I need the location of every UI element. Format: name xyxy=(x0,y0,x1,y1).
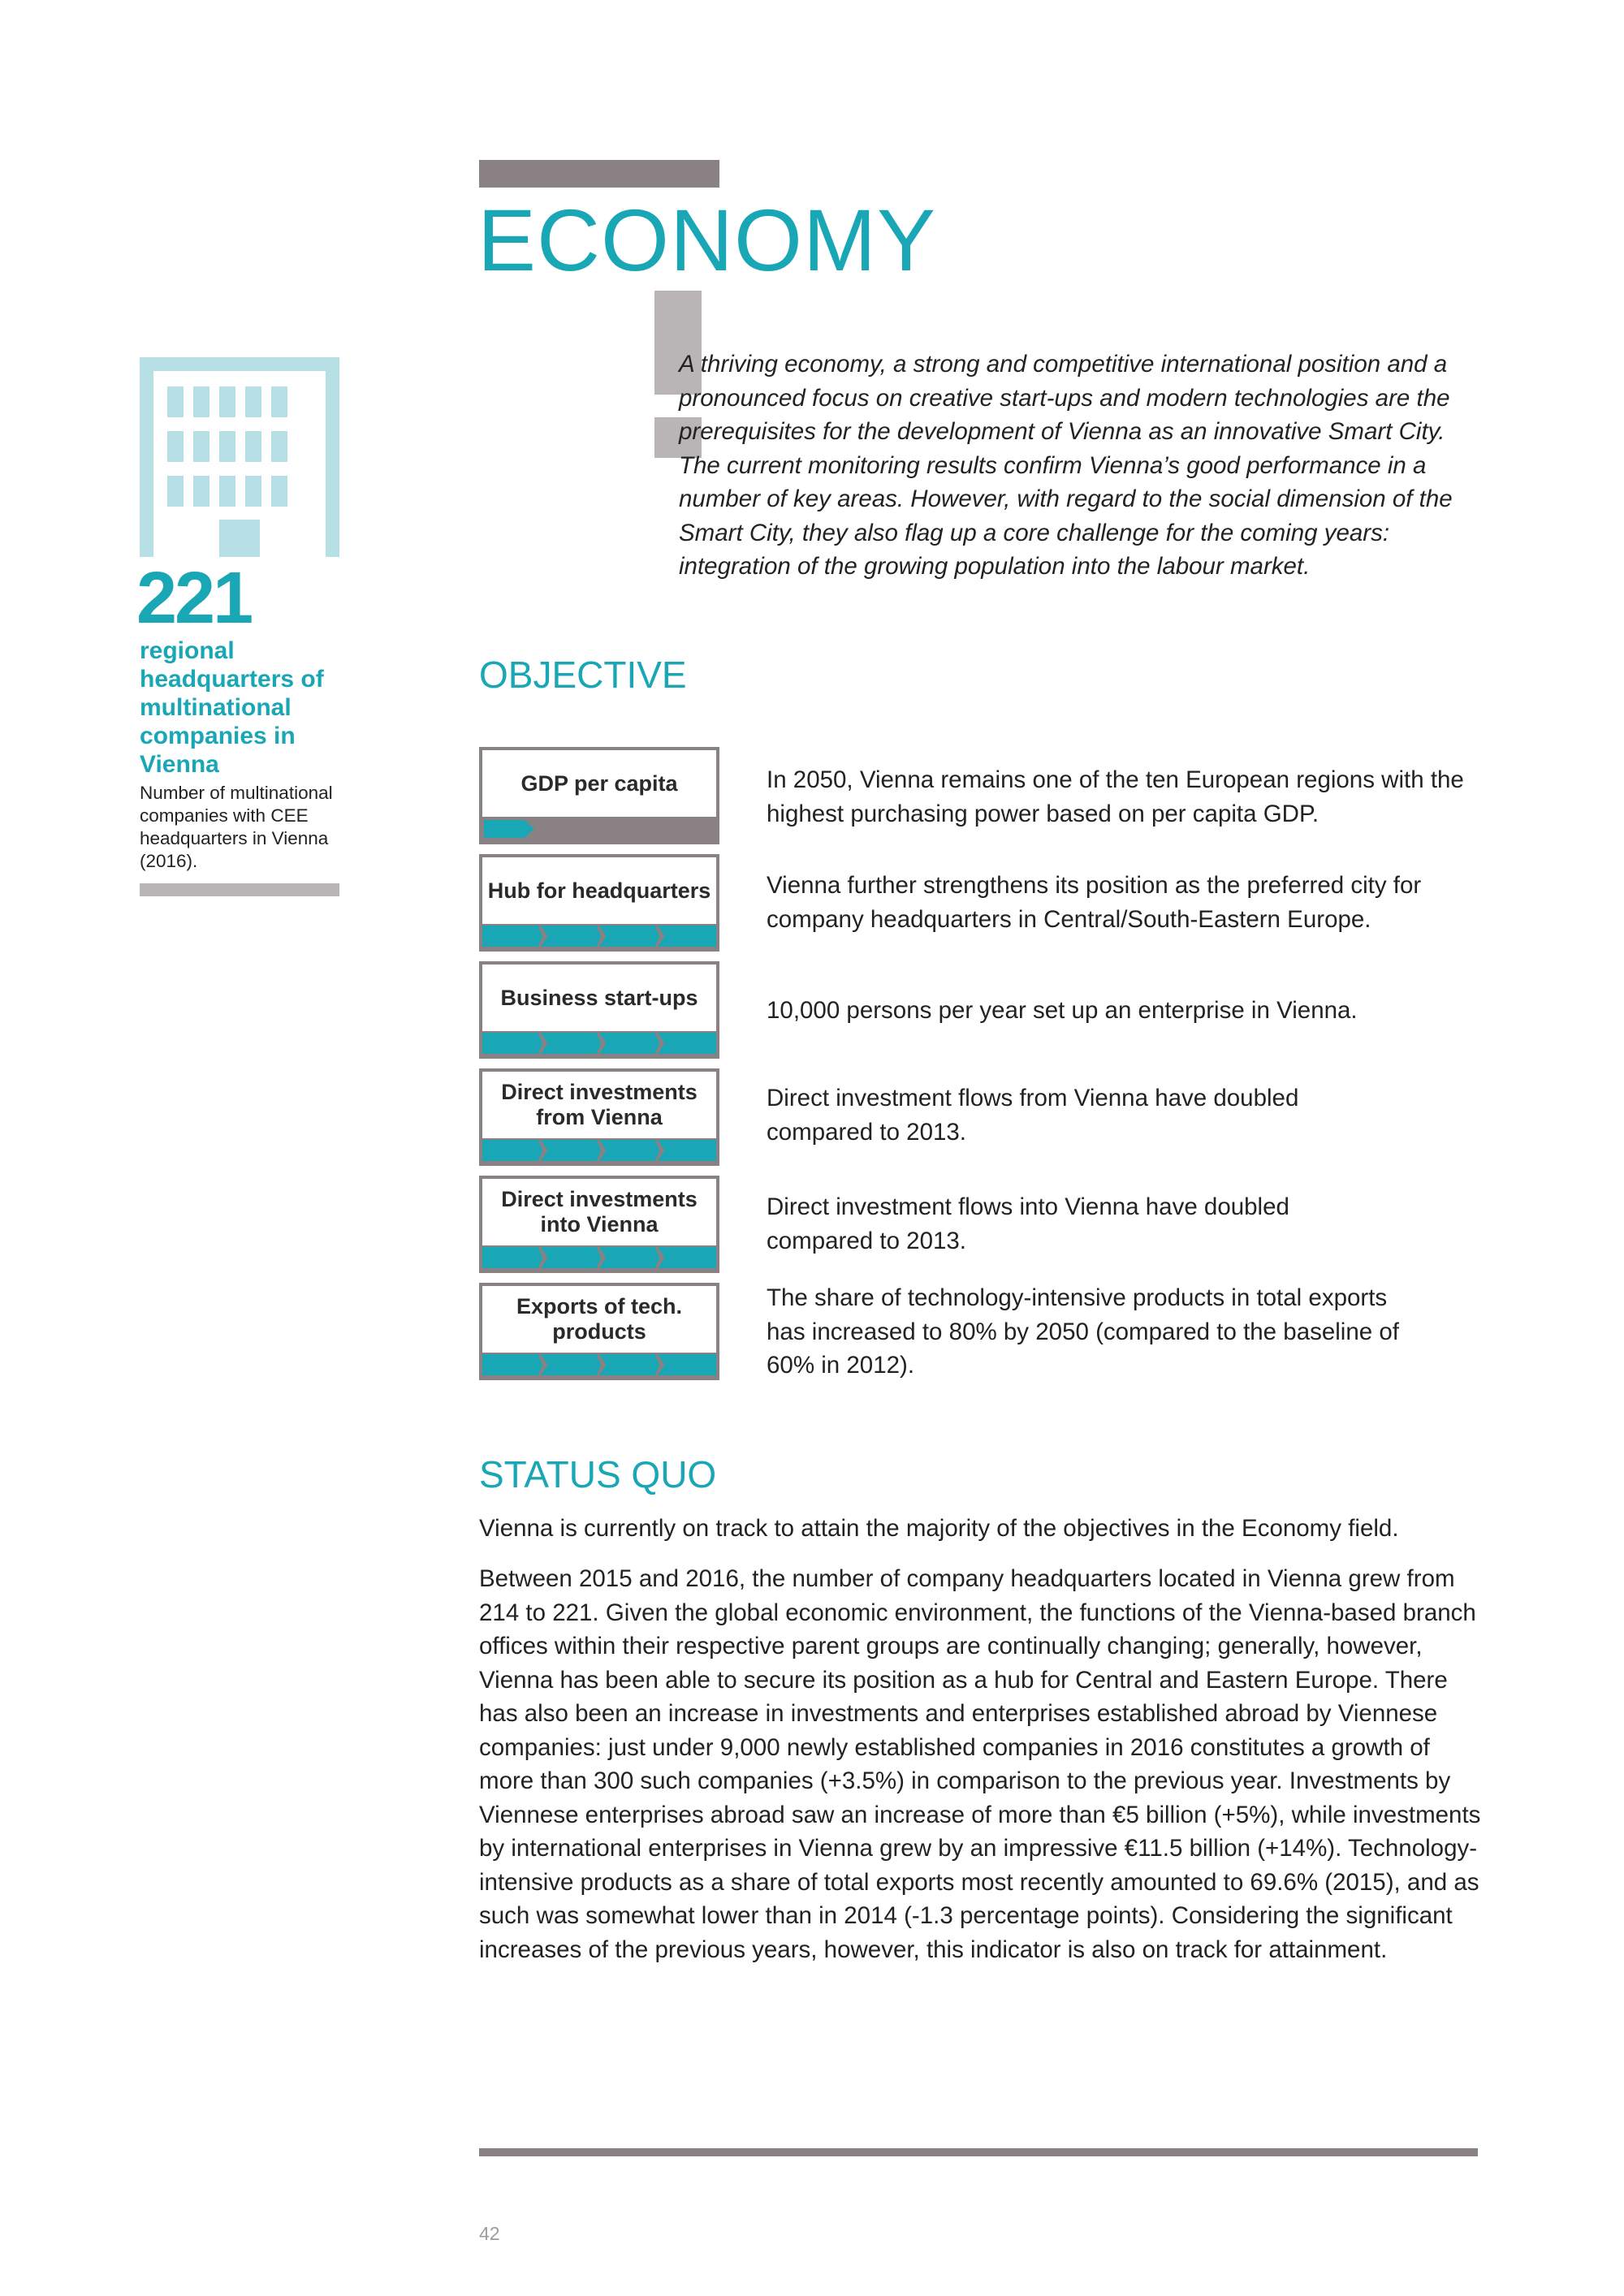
building-window xyxy=(245,386,261,417)
building-window xyxy=(271,386,287,417)
objective-heading: OBJECTIVE xyxy=(479,654,687,696)
progress-indicator xyxy=(482,1245,716,1270)
progress-chevron xyxy=(658,1033,716,1054)
progress-chevron xyxy=(541,1033,603,1054)
building-window xyxy=(167,476,184,507)
page-title: ECONOMY xyxy=(477,191,937,289)
progress-chevron xyxy=(482,1140,544,1161)
progress-chevron xyxy=(482,1354,544,1375)
status-quo-paragraph: Vienna is currently on track to attain the majority of the objectives in the Economy field. xyxy=(479,1515,1399,1542)
objective-text: Direct investment flows into Vienna have doubled compared to 2013. xyxy=(767,1193,1289,1254)
objective-label: Exports of tech. products xyxy=(516,1294,683,1344)
headline-description: Number of multinational companies with CEE headquarters in Vienna (2016). xyxy=(140,783,333,871)
building-window xyxy=(193,431,209,462)
status-quo-heading: STATUS QUO xyxy=(479,1453,717,1495)
building-window xyxy=(219,476,235,507)
progress-chevron xyxy=(482,1247,544,1268)
building-window xyxy=(271,476,287,507)
progress-indicator xyxy=(482,1031,716,1055)
progress-chevron xyxy=(599,1140,661,1161)
building-window xyxy=(193,386,209,417)
progress-indicator xyxy=(482,1138,716,1163)
objective-box-investments-into xyxy=(479,1176,719,1273)
objective-box-headquarters xyxy=(479,854,719,952)
progress-chevron xyxy=(599,1354,661,1375)
building-window xyxy=(167,431,184,462)
progress-chevron xyxy=(541,1140,603,1161)
objective-box-investments-from xyxy=(479,1068,719,1166)
objective-text: 10,000 persons per year set up an enterprise in Vienna. xyxy=(767,997,1358,1024)
building-window xyxy=(271,431,287,462)
building-window xyxy=(167,386,184,417)
objective-text: Vienna further strengthens its position as the preferred city for company headquarters in Central/South-Eastern Europe. xyxy=(767,872,1422,933)
progress-chevron xyxy=(658,1140,716,1161)
progress-chevron xyxy=(482,926,544,947)
objective-text: Direct investment flows from Vienna have doubled compared to 2013. xyxy=(767,1085,1299,1146)
progress-indicator xyxy=(482,817,716,841)
progress-indicator xyxy=(482,924,716,948)
progress-chevron xyxy=(599,1247,661,1268)
objective-box-gdp xyxy=(479,747,719,844)
building-icon xyxy=(140,357,339,557)
header-accent-bar xyxy=(479,160,719,188)
progress-chevron xyxy=(482,1033,544,1054)
progress-chevron xyxy=(658,1247,716,1268)
progress-chevron xyxy=(541,926,603,947)
objective-label: Direct investments into Vienna xyxy=(501,1187,698,1236)
progress-chevron xyxy=(599,1033,661,1054)
objective-text: The share of technology-intensive products in total exports has increased to 80% by 2050 (compared to the baseline of 60% in 2012). xyxy=(767,1284,1399,1379)
headline-number: 221 xyxy=(136,558,252,639)
objective-label: Hub for headquarters xyxy=(487,878,711,903)
objective-text: In 2050, Vienna remains one of the ten European regions with the highest purchasing power based on per capita GDP. xyxy=(767,766,1464,827)
progress-chevron xyxy=(599,926,661,947)
progress-chevron xyxy=(541,1354,603,1375)
headline-caption: regional headquarters of multinational companies in Vienna xyxy=(140,637,324,778)
progress-chevron xyxy=(658,926,716,947)
footer-divider xyxy=(479,2148,1478,2156)
objective-label: GDP per capita xyxy=(520,770,678,796)
progress-indicator xyxy=(482,1353,716,1377)
building-window xyxy=(245,476,261,507)
building-window xyxy=(193,476,209,507)
objective-label: Direct investments from Vienna xyxy=(501,1080,698,1129)
objective-label: Business start-ups xyxy=(500,985,698,1010)
objective-box-exports xyxy=(479,1283,719,1380)
sidebar-divider xyxy=(140,883,339,896)
progress-chevron xyxy=(658,1354,716,1375)
page-number: 42 xyxy=(479,2223,500,2244)
status-quo-paragraph: Between 2015 and 2016, the number of company headquarters located in Vienna grew from 214 to 221. Given the global economic environment, the functions of the Vienna-based branch offices within their respective parent groups are continually changing; generally, however, Vienna has been able to secure its position as a hub for Central and Eastern Europe. There has also been an increase in investments and enterprises established abroad by Viennese companies: just under 9,000 newly established companies in 2016 constitutes a growth of more than 300 such companies (+3.5%) in comparison to the previous year. Investments by Viennese enterprises abroad saw an increase of more than €5 billion (+5%), while investments by international enterprises in Vienna grew by an impressive €11.5 billion (+14%). Technology-intensive products as a share of total exports most recently amounted to 69.6% (2015), and as such was somewhat lower than in 2014 (-1.3 percentage points). Considering the significant increases of the previous years, however, this indicator is also on track for attainment. xyxy=(479,1565,1481,1963)
building-window xyxy=(219,431,235,462)
objective-box-startups xyxy=(479,961,719,1059)
building-window xyxy=(219,386,235,417)
intro-text: A thriving economy, a strong and competitive international position and a pronounced focus on creative start-ups and modern technologies are the prerequisites for the development of Vienna as an innovative Smart City. The current monitoring results confirm Vienna’s good performance in a number of key areas. However, with regard to the social dimension of the Smart City, they also flag up a core challenge for the coming years: integration of the growing population into the labour market. xyxy=(679,351,1453,580)
progress-chevron xyxy=(541,1247,603,1268)
building-window xyxy=(245,431,261,462)
progress-chevron xyxy=(484,820,534,838)
